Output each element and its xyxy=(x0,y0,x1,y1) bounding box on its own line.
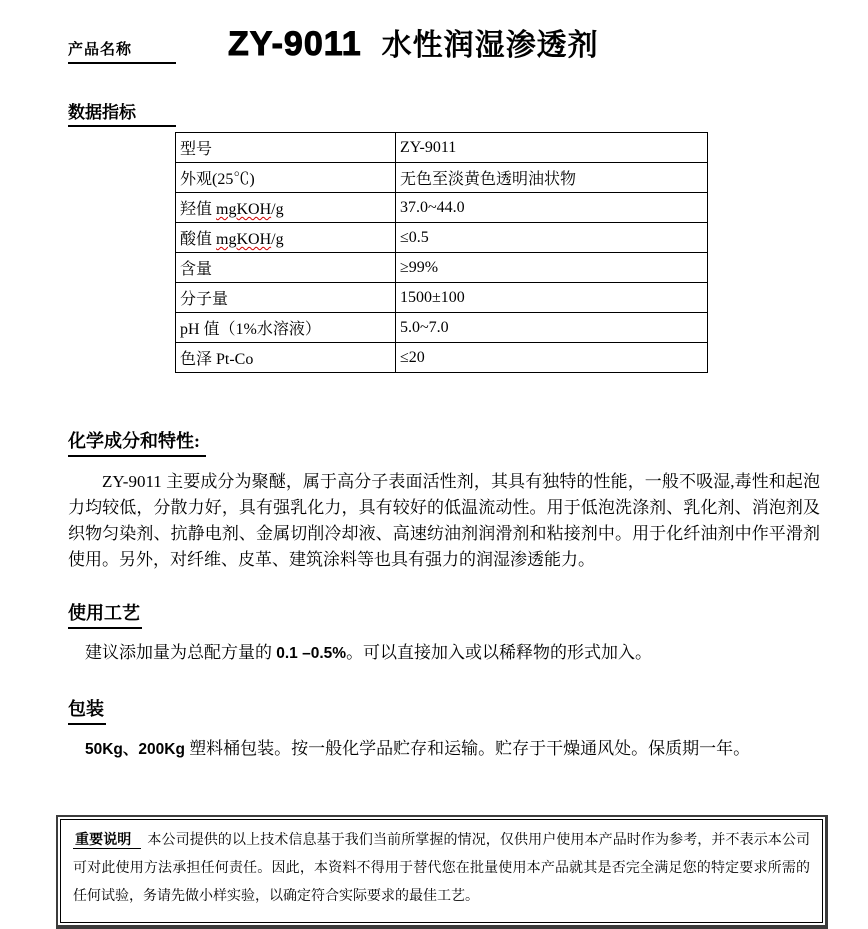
spec-label-cell xyxy=(176,313,396,343)
product-name-label: 产品名称 xyxy=(68,38,176,64)
chemistry-heading: 化学成分和特性: xyxy=(68,427,206,457)
spec-value-cell: ZY-9011 xyxy=(396,133,708,163)
spec-label-cell xyxy=(176,133,396,163)
page-title xyxy=(228,20,599,64)
title-model-number: ZY-9011 xyxy=(228,25,362,63)
spec-value-cell: ≤0.5 xyxy=(396,223,708,253)
usage-line xyxy=(68,638,820,663)
spec-label-misspelled: mgKOH xyxy=(216,231,272,248)
spec-table xyxy=(175,132,708,373)
packaging-sizes: 50Kg、200Kg xyxy=(85,741,185,758)
table-row xyxy=(176,343,708,373)
usage-text-post: 。可以直接加入或以稀释物的形式加入。 xyxy=(346,643,653,662)
table-row xyxy=(176,253,708,283)
table-row xyxy=(176,193,708,223)
table-row xyxy=(176,163,708,193)
spec-label: 型号 xyxy=(180,141,213,158)
packaging-line xyxy=(68,734,820,759)
spec-label: 羟值 xyxy=(180,201,217,218)
important-notice-text xyxy=(73,827,810,911)
spec-label: 分子量 xyxy=(180,291,229,308)
document-header xyxy=(68,20,820,64)
usage-heading: 使用工艺 xyxy=(68,599,142,629)
chemistry-paragraph: ZY-9011 主要成分为聚醚，属于高分子表面活性剂，其具有独特的性能，一般不吸湿,毒性和起泡力均较低，分散力好，具有强乳化力，具有较好的低温流动性。用于低泡洗涤剂、乳化剂、消泡剂及织物匀染剂、抗静电剂、金属切削冷却液、高速纺油剂润滑剂和粘接剂中。用于化纤油剂中作平滑剂使用。另外，对纤维、皮革、建筑涂料等也具有强力的润湿渗透能力。 xyxy=(68,472,820,569)
usage-text-pre: 建议添加量为总配方量的 xyxy=(85,643,277,662)
table-row xyxy=(176,313,708,343)
spec-label: 外观(25℃) xyxy=(180,171,255,188)
spec-value-cell: ≤20 xyxy=(396,343,708,373)
spec-label-cell xyxy=(176,283,396,313)
spec-value-cell: 5.0~7.0 xyxy=(396,313,708,343)
title-product-name: 水性润湿渗透剂 xyxy=(381,29,599,62)
spec-label-cell xyxy=(176,253,396,283)
spec-label-cell xyxy=(176,163,396,193)
spec-label: 酸值 xyxy=(180,231,217,248)
spec-label: pH 值（1%水溶液） xyxy=(180,321,321,338)
chemistry-section xyxy=(68,373,820,573)
specs-heading: 数据指标 xyxy=(68,98,176,127)
important-notice-inner-border xyxy=(60,819,823,923)
packaging-text: 塑料桶包装。按一般化学品贮存和运输。贮存于干燥通风处。保质期一年。 xyxy=(184,739,751,758)
spec-label-misspelled: mgKOH xyxy=(216,201,272,218)
packaging-section xyxy=(68,663,820,759)
table-row xyxy=(176,133,708,163)
usage-dosage-range: 0.1 –0.5% xyxy=(276,645,347,662)
important-notice-body: 本公司提供的以上技术信息基于我们当前所掌握的情况，仅供用户使用本产品时作为参考，并不表示本公司可对此使用方法承担任何责任。因此，本资料不得用于替代您在批量使用本产品就其是否完全满足您的特定要求所需的任何试验，务请先做小样实验，以确定符合实际要求的最佳工艺。 xyxy=(73,833,811,904)
table-row xyxy=(176,283,708,313)
spec-value-cell: ≥99% xyxy=(396,253,708,283)
spec-label-cell xyxy=(176,193,396,223)
table-row xyxy=(176,223,708,253)
packaging-heading: 包装 xyxy=(68,695,106,725)
important-notice-box xyxy=(56,815,828,929)
spec-value-cell: 无色至淡黄色透明油状物 xyxy=(396,163,708,193)
usage-section xyxy=(68,573,820,663)
spec-value-cell: 37.0~44.0 xyxy=(396,193,708,223)
spec-value-cell: 1500±100 xyxy=(396,283,708,313)
spec-label-suffix: /g xyxy=(271,231,284,248)
spec-label-cell xyxy=(176,223,396,253)
spec-label: 色泽 Pt-Co xyxy=(180,351,254,368)
specs-section xyxy=(68,64,820,373)
spec-label-cell xyxy=(176,343,396,373)
spec-label: 含量 xyxy=(180,261,213,278)
spec-label-suffix: /g xyxy=(271,201,284,218)
important-notice-label: 重要说明 xyxy=(73,833,141,849)
